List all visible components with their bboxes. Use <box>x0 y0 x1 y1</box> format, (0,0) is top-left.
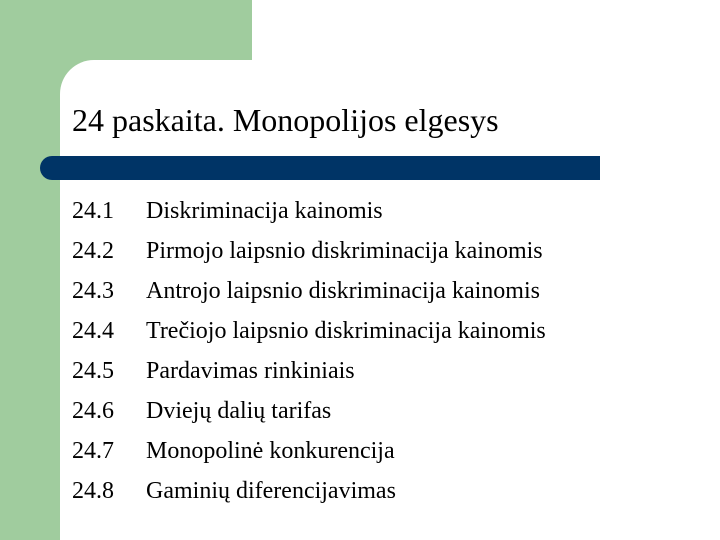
agenda-item-number: 24.8 <box>72 478 114 504</box>
agenda-item-text: Diskriminacija kainomis <box>146 198 383 224</box>
agenda-item-number: 24.2 <box>72 238 114 264</box>
agenda-item <box>72 351 546 391</box>
agenda-item-text: Pardavimas rinkiniais <box>146 358 355 384</box>
title-underline-bar <box>40 156 600 180</box>
agenda-item <box>72 471 546 511</box>
agenda-item-number: 24.1 <box>72 198 114 224</box>
agenda-item-text: Antrojo laipsnio diskriminacija kainomis <box>146 278 540 304</box>
agenda-item-text: Gaminių diferencijavimas <box>146 478 396 504</box>
agenda-item <box>72 231 546 271</box>
agenda-item-number: 24.5 <box>72 358 114 384</box>
slide-title: 24 paskaita. Monopolijos elgesys <box>72 102 499 138</box>
agenda-item-text: Pirmojo laipsnio diskriminacija kainomis <box>146 238 543 264</box>
agenda-item-number: 24.7 <box>72 438 114 464</box>
agenda-item-text: Trečiojo laipsnio diskriminacija kainomis <box>146 318 546 344</box>
agenda-list <box>72 191 546 511</box>
agenda-item-number: 24.4 <box>72 318 114 344</box>
agenda-item <box>72 391 546 431</box>
agenda-item-text: Monopolinė konkurencija <box>146 438 395 464</box>
agenda-item <box>72 311 546 351</box>
agenda-item <box>72 271 546 311</box>
agenda-item-number: 24.6 <box>72 398 114 424</box>
agenda-item-text: Dviejų dalių tarifas <box>146 398 332 424</box>
agenda-item-number: 24.3 <box>72 278 114 304</box>
agenda-item <box>72 191 546 231</box>
agenda-item <box>72 431 546 471</box>
